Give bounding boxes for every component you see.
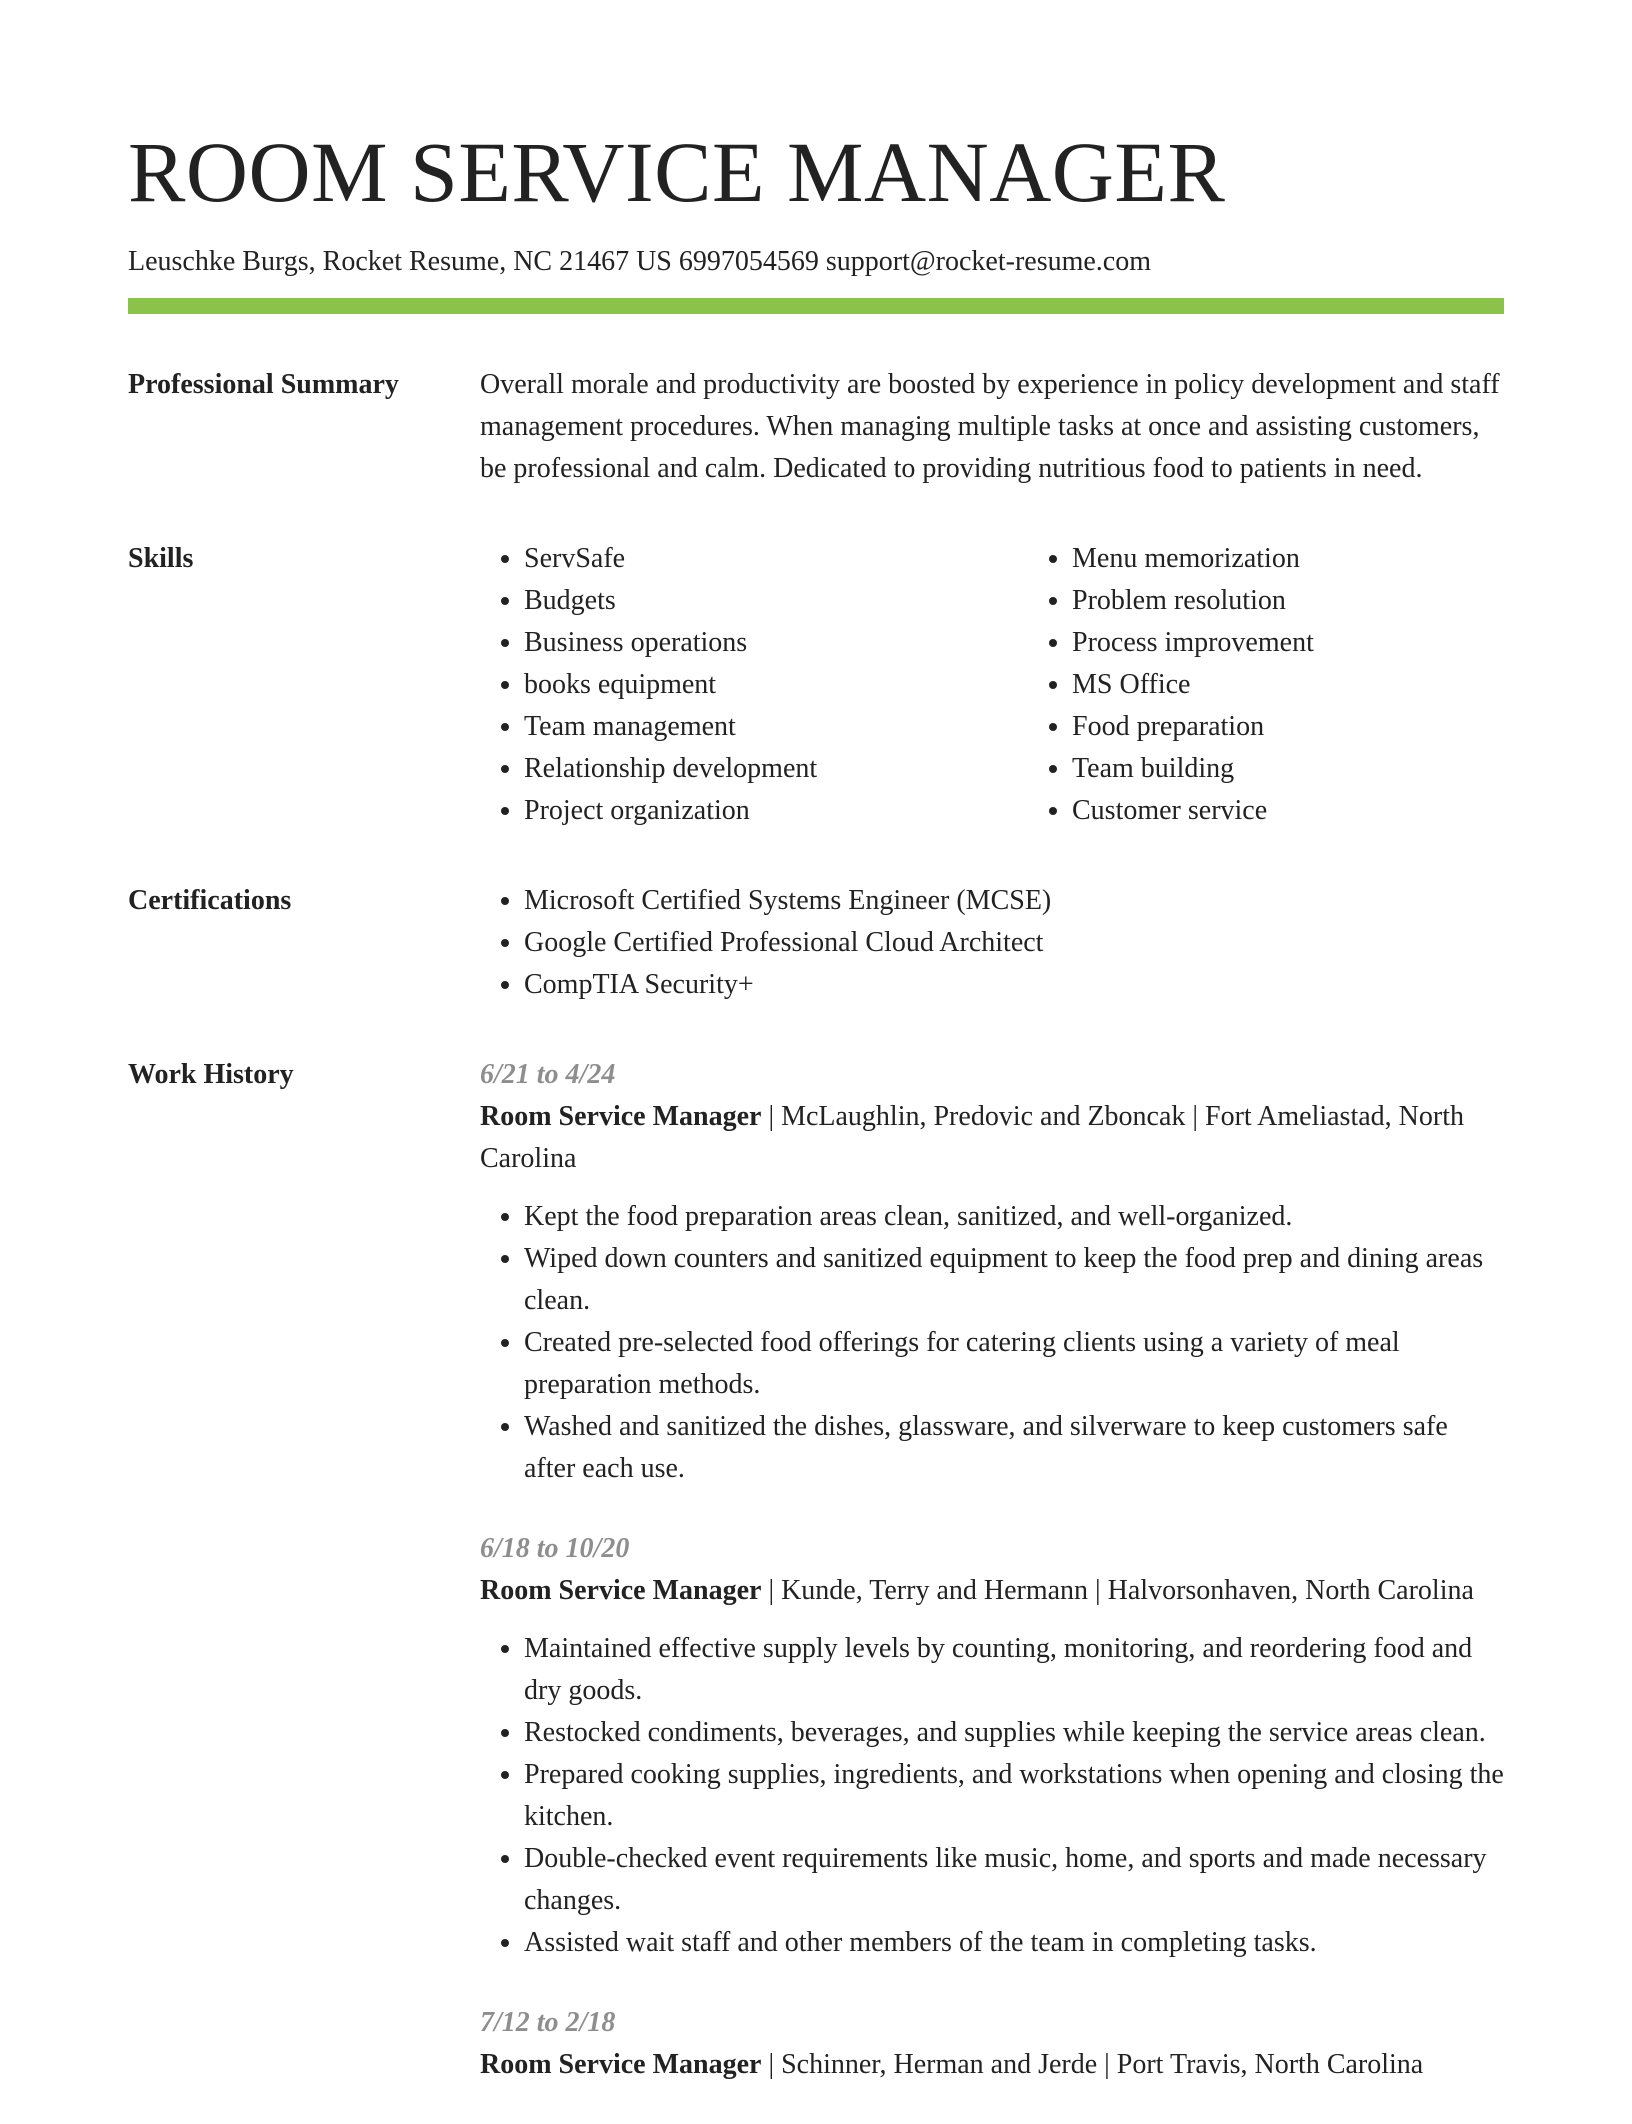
summary-heading: Professional Summary [128,369,399,400]
certification-item: • Microsoft Certified Systems Engineer (MCSE) [524,880,1504,922]
job-entry [480,1054,1504,1490]
job-bullets [480,1196,1504,1490]
summary-text: Overall morale and productivity are boosted by experience in policy development and staff management procedures. When managing multiple tasks at once and assisting customers, be professional and calm. Dedicated to providing nutritious food to patients in need. [480,369,1500,484]
skill-item: • Problem resolution [1072,580,1576,622]
skills-heading: Skills [128,543,194,574]
resume-page [128,0,1504,2124]
job-employer-location: | McLaughlin, Predovic and Zboncak | Fort Ameliastad, North Carolina [480,1101,1464,1174]
job-employer-location: | Schinner, Herman and Jerde | Port Travis, North Carolina [761,2049,1424,2080]
job-entry [480,2002,1504,2086]
job-bullet: • Assisted wait staff and other members of the team in completing tasks. [524,1922,1504,1964]
job-dates: 6/18 to 10/20 [480,1533,630,1564]
job-bullets [480,1628,1504,1964]
accent-divider [128,298,1504,314]
work-history-heading: Work History [128,1059,294,1090]
skill-item: • Project organization [524,790,1028,832]
job-title: Room Service Manager [480,2049,762,2080]
skills-section [128,538,1504,832]
skill-item: • Business operations [524,622,1028,664]
job-title: Room Service Manager [480,1101,762,1132]
certification-item: • CompTIA Security+ [524,964,1504,1006]
summary-section [128,364,1504,490]
job-dates: 7/12 to 2/18 [480,2007,616,2038]
job-title-line [480,1570,1504,1612]
job-bullet: • Double-checked event requirements like music, home, and sports and made necessary changes. [524,1838,1504,1922]
candidate-name: ROOM SERVICE MANAGER [128,124,1226,220]
skill-item: • Food preparation [1072,706,1576,748]
skill-item: • Menu memorization [1072,538,1576,580]
job-bullet: • Restocked condiments, beverages, and supplies while keeping the service areas clean. [524,1712,1504,1754]
skill-item: • ServSafe [524,538,1028,580]
skill-item: • books equipment [524,664,1028,706]
work-history-section [128,1054,1504,2124]
job-bullet: • Washed and sanitized the dishes, glassware, and silverware to keep customers safe after each use. [524,1406,1504,1490]
job-title-line [480,2044,1504,2086]
certifications-section [128,880,1504,1006]
skill-item: • Budgets [524,580,1028,622]
skills-list-right [1028,538,1576,832]
job-bullet: • Created pre-selected food offerings for catering clients using a variety of meal preparation methods. [524,1322,1504,1406]
job-bullet: • Wiped down counters and sanitized equipment to keep the food prep and dining areas clean. [524,1238,1504,1322]
job-title-line [480,1096,1504,1180]
skill-item: • Process improvement [1072,622,1576,664]
skill-item: • Team building [1072,748,1576,790]
job-bullet: • Prepared cooking supplies, ingredients, and workstations when opening and closing the kitchen. [524,1754,1504,1838]
certifications-heading: Certifications [128,885,292,916]
job-bullet: • Maintained effective supply levels by counting, monitoring, and reordering food and dry goods. [524,1628,1504,1712]
contact-line: Leuschke Burgs, Rocket Resume, NC 21467 US 6997054569 support@rocket-resume.com [128,246,1152,277]
certification-item: • Google Certified Professional Cloud Architect [524,922,1504,964]
skills-list-left [480,538,1028,832]
skill-item: • MS Office [1072,664,1576,706]
job-employer-location: | Kunde, Terry and Hermann | Halvorsonhaven, North Carolina [761,1575,1474,1606]
job-bullet: • Kept the food preparation areas clean, sanitized, and well-organized. [524,1196,1504,1238]
job-dates: 6/21 to 4/24 [480,1059,616,1090]
skill-item: • Team management [524,706,1028,748]
skill-item: • Relationship development [524,748,1028,790]
job-entry [480,1528,1504,1964]
certifications-list [480,880,1504,1006]
job-title: Room Service Manager [480,1575,762,1606]
skill-item: • Customer service [1072,790,1576,832]
